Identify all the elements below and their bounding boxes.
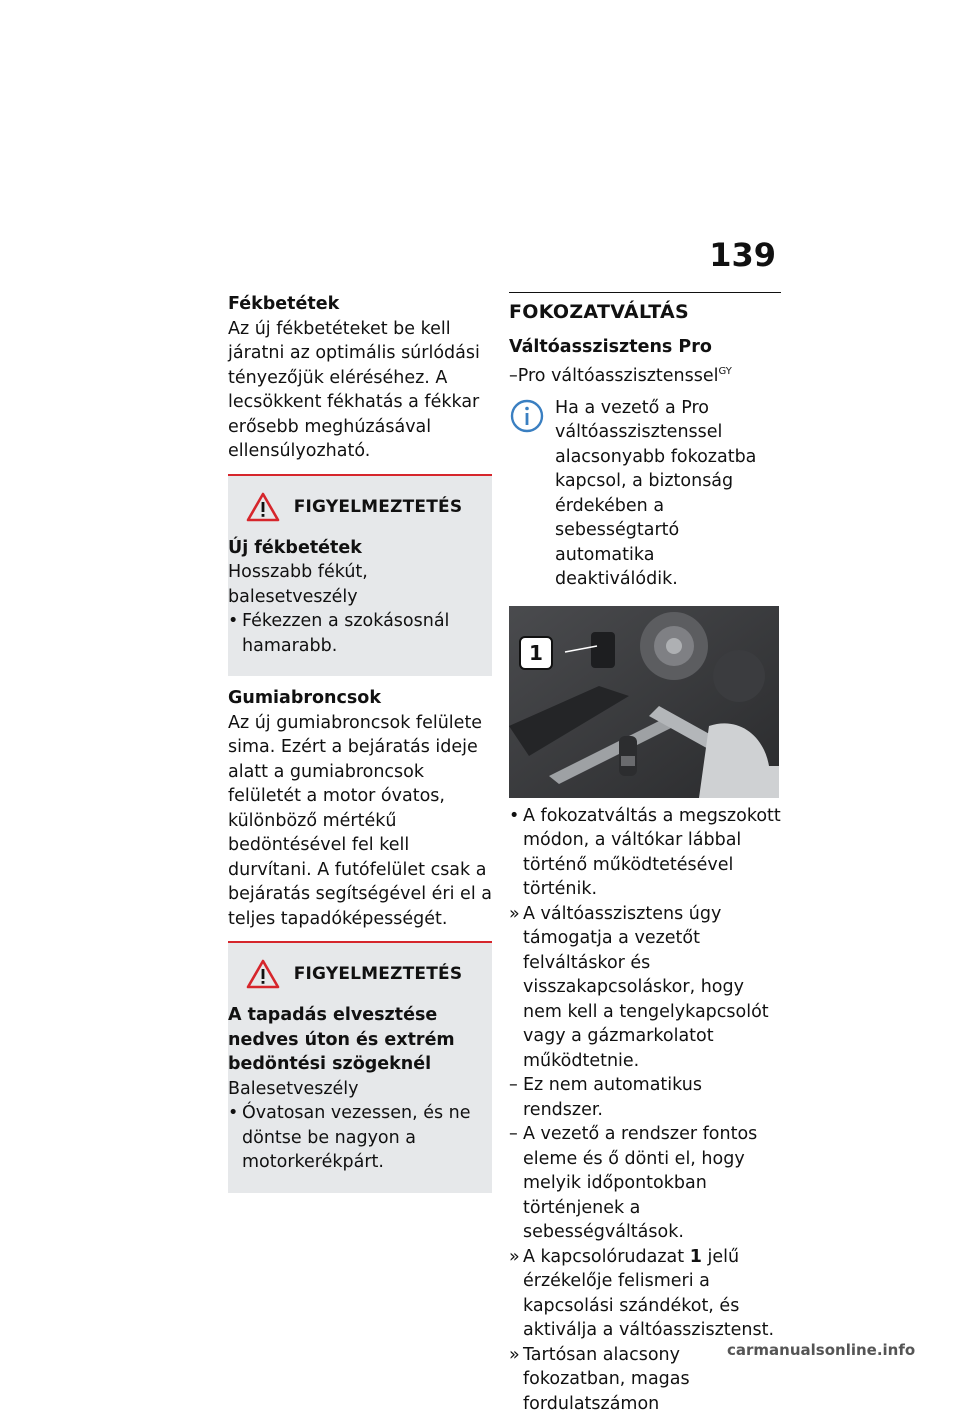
warning-label: FIGYELMEZTETÉS [293, 964, 463, 984]
gear-lever-illustration [509, 606, 779, 798]
page-number: 139 [709, 236, 776, 274]
list-item [509, 902, 781, 1074]
warning-title: A tapadás elvesztése nedves úton és extrém bedöntési szögeknél [228, 1005, 455, 1074]
left-column [228, 292, 492, 1203]
callout-reference: 1 [689, 1246, 702, 1267]
bullet-marker: • [228, 611, 239, 631]
subheading: Váltóasszisztens Pro [509, 337, 712, 357]
list-marker: – [509, 1075, 518, 1096]
tyres-body: Az új gumiabroncsok felülete sima. Ezért a bejáratás ideje alatt a gumiabroncsok felületét a motor óvatos, különböző mértékű bedöntésével fel kell durvítani. A futófelület csak a bejáratás segítségével éri el a teljes tapadóképességét. [228, 712, 492, 929]
list-item-text: A fokozatváltás a megszokott módon, a váltókar lábbal történő működtetésével történik. [523, 805, 781, 900]
gear-shift-sensor-photo [509, 606, 779, 798]
option-text: Pro váltóasszisztenssel [517, 365, 719, 386]
list-marker: » [509, 903, 520, 924]
warning-triangle-icon [246, 492, 280, 522]
list-marker: • [509, 805, 520, 826]
section-title: FOKOZATVÁLTÁS [509, 292, 781, 325]
info-note [509, 396, 781, 592]
warning-action [228, 1101, 480, 1175]
list-item-text: A váltóasszisztens úgy támogatja a vezetőt felváltáskor és visszakapcsoláskor, hogy nem kell a tengelykapcsolót vagy a gázmarkolatot működtetnie. [523, 903, 769, 1071]
info-icon [509, 398, 545, 434]
list-item [509, 1122, 781, 1245]
list-marker: » [509, 1344, 520, 1365]
warning-box-brake-pads [228, 474, 492, 677]
callout-number: 1 [529, 640, 543, 665]
bullet-marker: • [228, 1103, 239, 1123]
warning-title: Új fékbetétek [228, 537, 362, 558]
brake-pads-heading: Fékbetétek [228, 294, 340, 314]
warning-action [228, 609, 480, 658]
list-marker: – [509, 1124, 518, 1145]
warning-label: FIGYELMEZTETÉS [293, 496, 463, 517]
watermark: carmanualsonline.info [727, 1341, 916, 1359]
list-item-text-pre: A kapcsolórudazat [523, 1246, 685, 1267]
brake-pads-body: Az új fékbetéteket be kell járatni az optimális súrlódási tényezőjük eléréséhez. A lecsökkent fékhatás a fékkar erősebb meghúzásával ellensúlyozható. [228, 318, 480, 461]
warning-action-text: Fékezzen a szokásosnál hamarabb. [242, 611, 450, 656]
list-item-text: A vezető a rendszer fontos eleme és ő dönti el, hogy melyik időpontokban történjenek a sebességváltások. [523, 1124, 758, 1243]
warning-hazard: Hosszabb fékút, balesetveszély [228, 562, 368, 607]
list-marker: » [509, 1246, 520, 1267]
option-code: GY [718, 365, 732, 377]
warning-header [228, 492, 480, 522]
warning-action-text: Óvatosan vezessen, és ne döntse be nagyon a motorkerékpárt. [242, 1103, 471, 1172]
warning-triangle-icon [246, 959, 280, 989]
instruction-list [509, 804, 781, 1416]
list-item [509, 804, 781, 902]
right-column [509, 292, 781, 1416]
list-item-text-post: jelű érzékelője felismeri a kapcsolási szándékot, és aktiválja a váltóasszisztenst. [523, 1246, 775, 1341]
list-item-text: Tartósan alacsony fokozatban, magas fordulatszámon [523, 1344, 690, 1414]
list-item-sensor [509, 1245, 781, 1343]
list-item [509, 1073, 781, 1122]
equipment-option [509, 360, 781, 388]
warning-hazard: Balesetveszély [228, 1078, 359, 1099]
tyres-heading: Gumiabroncsok [228, 688, 381, 708]
option-prefix: – [509, 365, 518, 386]
info-text: Ha a vezető a Pro váltóasszisztenssel alacsonyabb fokozatba kapcsol, a biztonság érdekében a sebességtartó automatika deaktiválódik. [555, 397, 757, 590]
list-item-text: Ez nem automatikus rendszer. [523, 1075, 702, 1120]
callout-marker [519, 636, 553, 670]
warning-header [228, 959, 480, 989]
warning-box-traction [228, 941, 492, 1193]
